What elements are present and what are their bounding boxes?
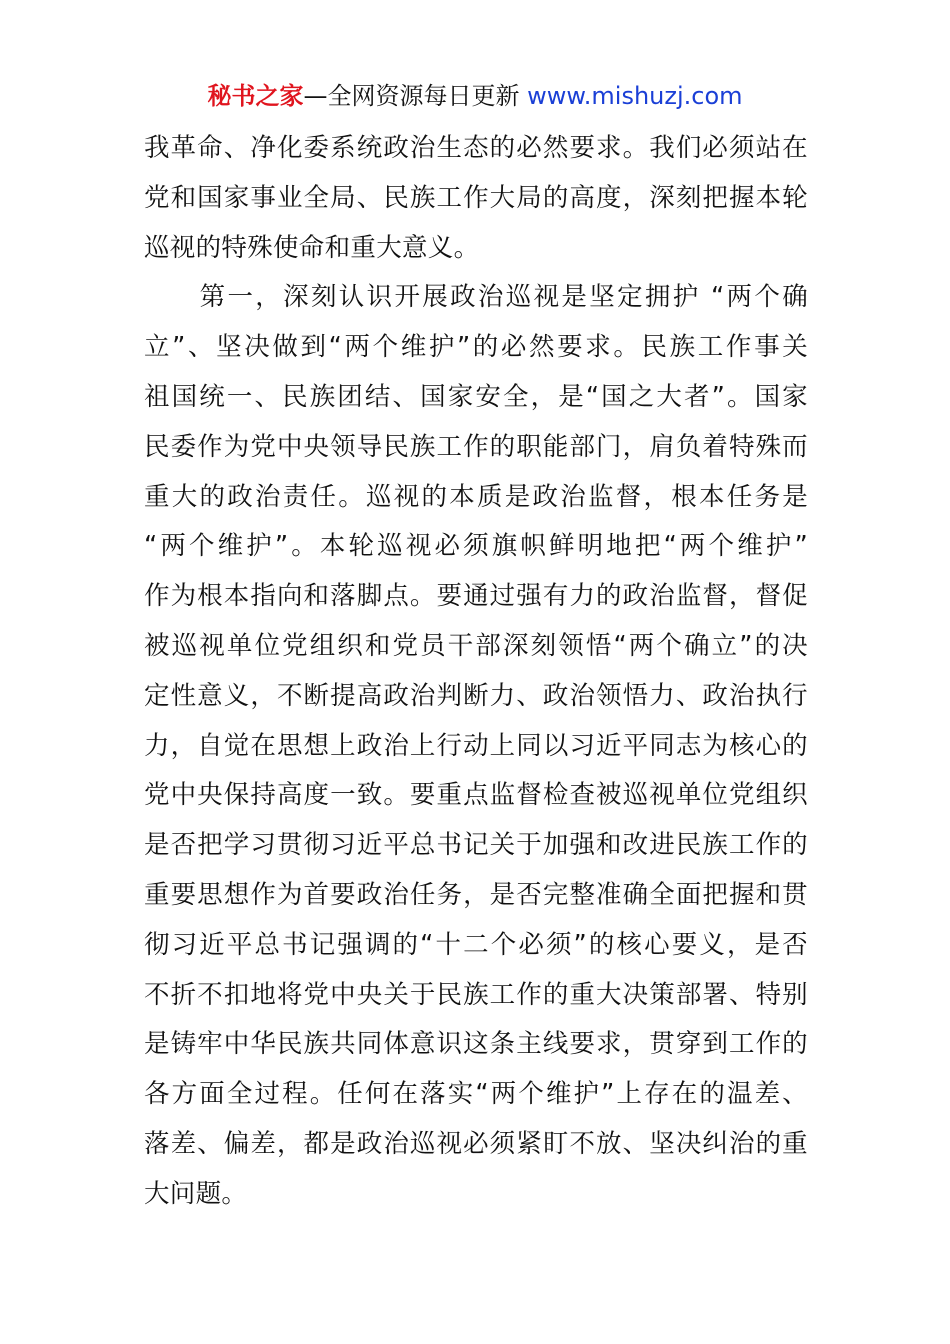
text-line: 力，自觉在思想上政治上行动上同以习近平同志为核心的 (144, 730, 808, 761)
text-line: 立”、坚决做到“两个维护”的必然要求。民族工作事关 (144, 332, 808, 363)
document-body (144, 124, 808, 1220)
text-line: 党和国家事业全局、民族工作大局的高度，深刻把握本轮 (144, 182, 808, 213)
site-header (0, 82, 950, 110)
text-line: 我革命、净化委系统政治生态的必然要求。我们必须站在 (144, 133, 808, 163)
text-line: 是铸牢中华民族共同体意识这条主线要求，贯穿到工作的 (144, 1029, 808, 1060)
text-line: 是否把学习贯彻习近平总书记关于加强和改进民族工作的 (144, 830, 808, 861)
text-line: 不折不扣地将党中央关于民族工作的重大决策部署、特别 (144, 979, 808, 1010)
site-url-link[interactable]: www.mishuzj.com (527, 82, 743, 110)
text-line: 各方面全过程。任何在落实“两个维护”上存在的温差、 (144, 1079, 808, 1110)
text-line: 大问题。 (144, 1178, 248, 1209)
site-tagline: —全网资源每日更新 (303, 82, 528, 110)
text-line: 作为根本指向和落脚点。要通过强有力的政治监督，督促 (144, 581, 808, 612)
text-line: 祖国统一、民族团结、国家安全，是“国之大者”。国家 (144, 381, 808, 412)
text-line: 被巡视单位党组织和党员干部深刻领悟“两个确立”的决 (144, 630, 808, 661)
text-line: 民委作为党中央领导民族工作的职能部门，肩负着特殊而 (144, 431, 808, 462)
text-line: 党中央保持高度一致。要重点监督检查被巡视单位党组织 (144, 780, 808, 811)
text-line: 第一，深刻认识开展政治巡视是坚定拥护 “两个确 (144, 282, 808, 313)
text-line: 重要思想作为首要政治任务，是否完整准确全面把握和贯 (144, 879, 808, 910)
text-line: 落差、偏差，都是政治巡视必须紧盯不放、坚决纠治的重 (144, 1128, 808, 1159)
text-line: “两个维护”。本轮巡视必须旗帜鲜明地把“两个维护” (144, 531, 808, 562)
text-line: 重大的政治责任。巡视的本质是政治监督，根本任务是 (144, 481, 808, 512)
text-line: 彻习近平总书记强调的“十二个必须”的核心要义，是否 (144, 929, 808, 960)
text-line: 巡视的特殊使命和重大意义。 (144, 232, 480, 263)
site-brand: 秘书之家 (207, 82, 304, 110)
text-line: 定性意义，不断提高政治判断力、政治领悟力、政治执行 (144, 680, 808, 711)
